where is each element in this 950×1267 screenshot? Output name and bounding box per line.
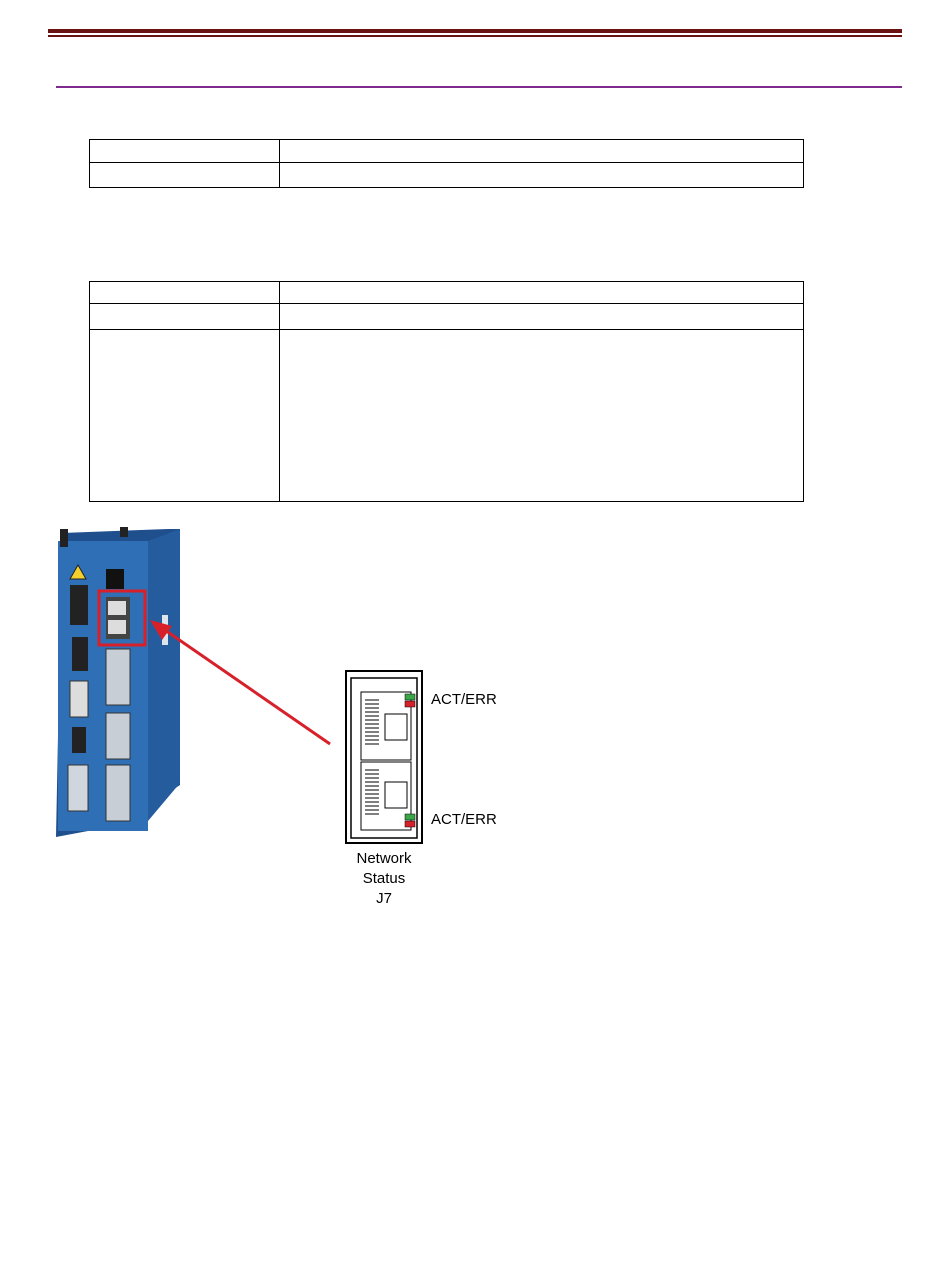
led-label-bottom: ACT/ERR [431,811,497,828]
spec-table-2 [89,281,804,502]
caption-line: Network [356,850,412,867]
table-cell [280,282,804,304]
header-rule-thin [48,35,902,37]
table-cell [90,304,280,330]
led-label-top: ACT/ERR [431,691,497,708]
spec-table-1 [89,139,804,188]
callout-arrow [140,610,340,760]
table-cell [90,163,280,188]
table-row [90,163,804,188]
table-cell [280,163,804,188]
table-row [90,140,804,163]
caption-line: Status [362,870,406,887]
table-row [90,304,804,330]
table-cell [90,330,280,502]
table-row [90,282,804,304]
table-cell [90,282,280,304]
table-cell [90,140,280,163]
table-cell [280,304,804,330]
caption-line: J7 [376,890,392,907]
table-cell [280,330,804,502]
section-rule [56,86,902,88]
table-row [90,330,804,502]
rj45-connector-diagram [345,670,425,846]
table-cell [280,140,804,163]
header-rule [48,29,902,33]
connector-caption [334,849,434,909]
